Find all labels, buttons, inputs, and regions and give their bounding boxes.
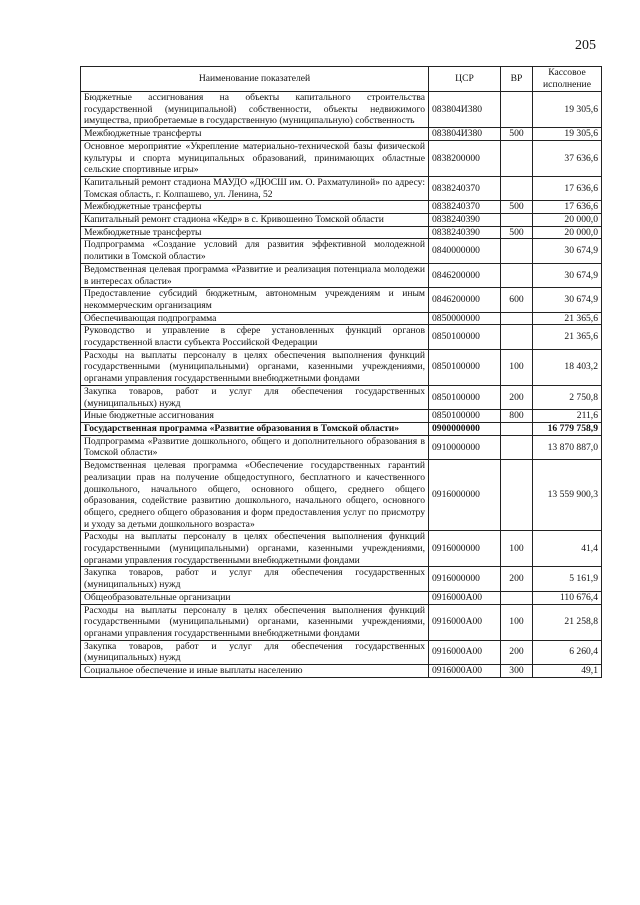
header-name: Наименование показателей — [81, 67, 429, 92]
row-csr: 0916000А00 — [429, 604, 501, 640]
table-row — [81, 591, 602, 604]
row-vr — [501, 460, 533, 531]
table-row — [81, 435, 602, 459]
row-csr: 0916000А00 — [429, 591, 501, 604]
table-row — [81, 128, 602, 141]
table-row — [81, 349, 602, 385]
row-csr: 0916000000 — [429, 531, 501, 567]
row-amount: 21 365,6 — [533, 325, 602, 349]
row-name: Расходы на выплаты персоналу в целях обеспечения выполнения функций государственными (муниципальными) органами, казенными учреждениями, органами управления государственными внебюджетными фондами — [81, 349, 429, 385]
row-name: Капитальный ремонт стадиона МАУДО «ДЮСШ им. О. Рахматулиной» по адресу: Томская область, г. Колпашево, ул. Ленина, 52 — [81, 176, 429, 200]
row-amount: 21 365,6 — [533, 312, 602, 325]
row-amount: 2 750,8 — [533, 385, 602, 409]
row-csr: 0846200000 — [429, 263, 501, 287]
row-name: Расходы на выплаты персоналу в целях обеспечения выполнения функций государственными (муниципальными) органами, казенными учреждениями, органами управления государственными внебюджетными фондами — [81, 531, 429, 567]
table-row — [81, 567, 602, 591]
row-amount: 13 870 887,0 — [533, 435, 602, 459]
row-name: Капитальный ремонт стадиона «Кедр» в с. Кривошеино Томской области — [81, 214, 429, 227]
row-csr: 0910000000 — [429, 435, 501, 459]
row-vr: 500 — [501, 226, 533, 239]
row-name: Бюджетные ассигнования на объекты капитального строительства государственной (муниципальной) собственности, объекты недвижимого имущества, приобретаемые в государственную (муниципальную) собственность — [81, 92, 429, 128]
row-name: Подпрограмма «Создание условий для развития эффективной молодежной политики в Томской области» — [81, 239, 429, 263]
row-amount: 17 636,6 — [533, 201, 602, 214]
row-vr: 300 — [501, 665, 533, 678]
row-name: Иные бюджетные ассигнования — [81, 410, 429, 423]
table-row — [81, 201, 602, 214]
table-row — [81, 325, 602, 349]
row-csr: 083804И380 — [429, 128, 501, 141]
table-header-row — [81, 67, 602, 92]
row-csr: 0838240370 — [429, 176, 501, 200]
row-vr: 100 — [501, 349, 533, 385]
row-name: Межбюджетные трансферты — [81, 226, 429, 239]
row-vr — [501, 263, 533, 287]
row-amount: 30 674,9 — [533, 263, 602, 287]
row-amount: 30 674,9 — [533, 288, 602, 312]
row-vr — [501, 239, 533, 263]
row-name: Расходы на выплаты персоналу в целях обеспечения выполнения функций государственными (муниципальными) органами, казенными учреждениями, органами управления государственными внебюджетными фондами — [81, 604, 429, 640]
table-row — [81, 422, 602, 435]
row-name: Закупка товаров, работ и услуг для обеспечения государственных (муниципальных) нужд — [81, 567, 429, 591]
row-name: Закупка товаров, работ и услуг для обеспечения государственных (муниципальных) нужд — [81, 385, 429, 409]
row-name: Социальное обеспечение и иные выплаты населению — [81, 665, 429, 678]
row-name: Основное мероприятие «Укрепление материально-технической базы физической культуры и спорта муниципальных образований, принимающих областные сельские спортивные игры» — [81, 140, 429, 176]
row-vr — [501, 435, 533, 459]
row-vr — [501, 591, 533, 604]
budget-execution-table — [80, 66, 602, 678]
table-row — [81, 312, 602, 325]
row-vr: 200 — [501, 385, 533, 409]
row-vr: 100 — [501, 531, 533, 567]
row-amount: 41,4 — [533, 531, 602, 567]
table-row — [81, 531, 602, 567]
row-name: Ведомственная целевая программа «Развитие и реализация потенциала молодежи в интересах области» — [81, 263, 429, 287]
row-amount: 18 403,2 — [533, 349, 602, 385]
table-row — [81, 385, 602, 409]
row-vr: 600 — [501, 288, 533, 312]
row-amount: 37 636,6 — [533, 140, 602, 176]
table-row — [81, 226, 602, 239]
row-name: Руководство и управление в сфере установленных функций органов государственной власти субъекта Российской Федерации — [81, 325, 429, 349]
row-csr: 0850000000 — [429, 312, 501, 325]
row-csr: 0838200000 — [429, 140, 501, 176]
row-amount: 49,1 — [533, 665, 602, 678]
row-vr — [501, 214, 533, 227]
row-csr: 0916000А00 — [429, 665, 501, 678]
row-vr: 100 — [501, 604, 533, 640]
row-amount: 13 559 900,3 — [533, 460, 602, 531]
row-amount: 19 305,6 — [533, 128, 602, 141]
row-name: Обеспечивающая подпрограмма — [81, 312, 429, 325]
table-row — [81, 665, 602, 678]
row-vr — [501, 140, 533, 176]
row-csr: 0838240370 — [429, 201, 501, 214]
table-row — [81, 410, 602, 423]
table-row — [81, 460, 602, 531]
row-csr: 0838240390 — [429, 214, 501, 227]
row-csr: 0916000000 — [429, 460, 501, 531]
header-amount: Кассовое исполнение — [533, 67, 602, 92]
row-csr: 0840000000 — [429, 239, 501, 263]
row-csr: 0900000000 — [429, 422, 501, 435]
page-number: 205 — [575, 38, 596, 53]
row-vr: 200 — [501, 567, 533, 591]
row-vr — [501, 176, 533, 200]
row-vr: 200 — [501, 640, 533, 664]
row-csr: 0838240390 — [429, 226, 501, 239]
row-amount: 19 305,6 — [533, 92, 602, 128]
table-row — [81, 176, 602, 200]
header-csr: ЦСР — [429, 67, 501, 92]
row-vr — [501, 325, 533, 349]
row-name: Межбюджетные трансферты — [81, 128, 429, 141]
table-row — [81, 640, 602, 664]
row-amount: 21 258,8 — [533, 604, 602, 640]
table-row — [81, 214, 602, 227]
row-vr — [501, 312, 533, 325]
row-csr: 0850100000 — [429, 349, 501, 385]
row-csr: 0846200000 — [429, 288, 501, 312]
row-name: Ведомственная целевая программа «Обеспечение государственных гарантий реализации прав на получение общедоступного, бесплатного и качественного дошкольного, начального общего, основного общего, среднего общего образования, содействие развитию дошкольного, начального общего, основного общего, среднего общего образования и форм предоставления услуг по присмотру и уходу за детьми дошкольного возраста» — [81, 460, 429, 531]
header-vr: ВР — [501, 67, 533, 92]
row-amount: 110 676,4 — [533, 591, 602, 604]
row-amount: 6 260,4 — [533, 640, 602, 664]
row-name: Государственная программа «Развитие образования в Томской области» — [81, 422, 429, 435]
row-amount: 17 636,6 — [533, 176, 602, 200]
row-csr: 0850100000 — [429, 410, 501, 423]
row-vr: 500 — [501, 201, 533, 214]
row-amount: 20 000,0 — [533, 214, 602, 227]
row-csr: 0916000000 — [429, 567, 501, 591]
row-vr: 800 — [501, 410, 533, 423]
table-body — [81, 92, 602, 678]
table-row — [81, 604, 602, 640]
table-row — [81, 92, 602, 128]
row-amount: 20 000,0 — [533, 226, 602, 239]
row-vr — [501, 422, 533, 435]
row-name: Предоставление субсидий бюджетным, автономным учреждениям и иным некоммерческим организациям — [81, 288, 429, 312]
row-amount: 5 161,9 — [533, 567, 602, 591]
row-name: Общеобразовательные организации — [81, 591, 429, 604]
row-name: Подпрограмма «Развитие дошкольного, общего и дополнительного образования в Томской области» — [81, 435, 429, 459]
table-row — [81, 263, 602, 287]
row-vr — [501, 92, 533, 128]
row-csr: 0850100000 — [429, 385, 501, 409]
row-amount: 211,6 — [533, 410, 602, 423]
row-vr: 500 — [501, 128, 533, 141]
row-csr: 0916000А00 — [429, 640, 501, 664]
table-row — [81, 288, 602, 312]
row-name: Межбюджетные трансферты — [81, 201, 429, 214]
row-csr: 083804И380 — [429, 92, 501, 128]
table-row — [81, 140, 602, 176]
row-amount: 30 674,9 — [533, 239, 602, 263]
row-name: Закупка товаров, работ и услуг для обеспечения государственных (муниципальных) нужд — [81, 640, 429, 664]
table-row — [81, 239, 602, 263]
row-csr: 0850100000 — [429, 325, 501, 349]
row-amount: 16 779 758,9 — [533, 422, 602, 435]
